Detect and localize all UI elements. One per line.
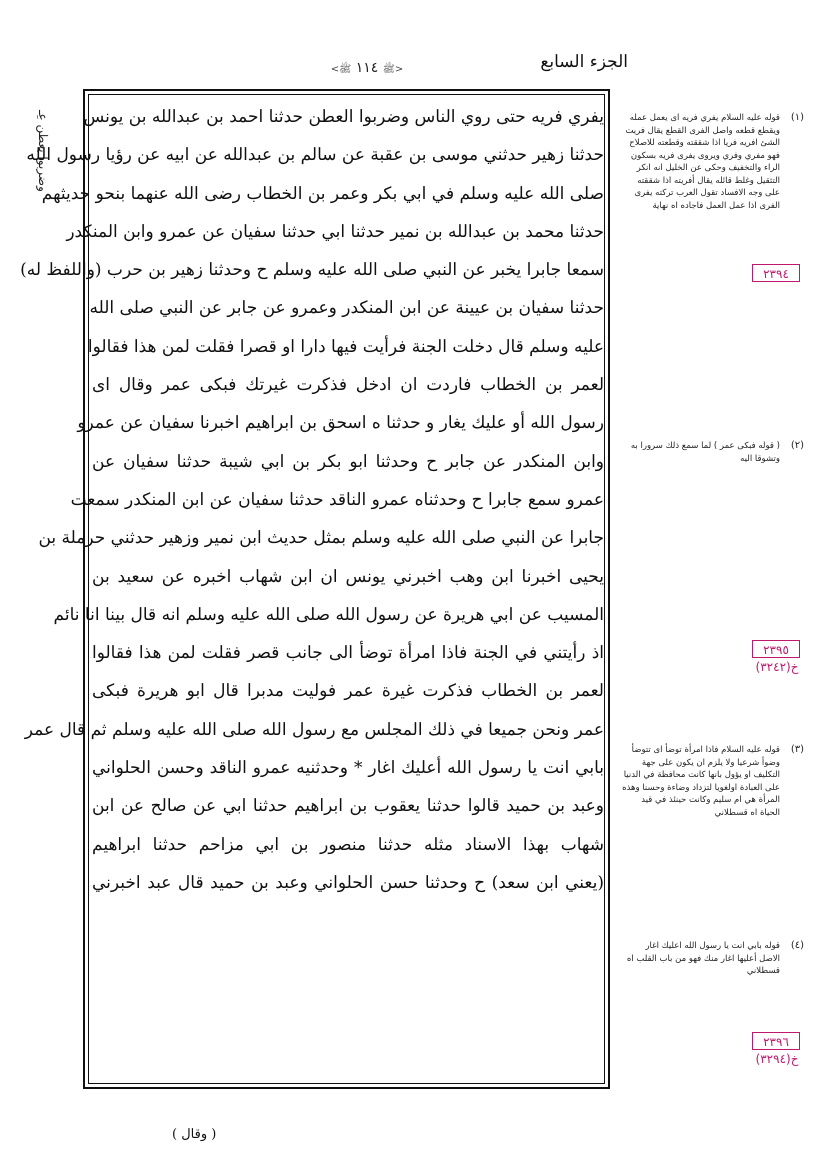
- hadith-number-box: ٢٣٩٤: [752, 264, 800, 282]
- ornament-right-icon: ﷺ>: [330, 64, 352, 75]
- text-line: عمر ونحن جميعا في ذلك المجلس مع رسول الله صلى الله عليه وسلم ثم قال عمر: [24, 719, 604, 740]
- text-line: رسول الله أو عليك يغار و حدثنا ه اسحق بن ابراهيم اخبرنا سفيان عن عمرو: [77, 413, 604, 434]
- text-line: يفري فريه حتى روي الناس وضربوا العطن حدثنا احمد بن عبدالله بن يونس: [83, 107, 604, 127]
- text-line: (يعني ابن سعد) ح وحدثنا حسن الحلواني وعبد بن حميد قال عبد اخبرني: [92, 872, 604, 893]
- footnote-1: [622, 112, 802, 212]
- footnote-number: (١): [790, 112, 804, 123]
- catchword: ( وقال ): [172, 1127, 217, 1142]
- text-line: سمعا جابرا يخبر عن النبي صلى الله عليه وسلم ح وحدثنا زهير بن حرب (واللفظ له): [20, 260, 604, 281]
- text-line: حدثنا محمد بن عبدالله بن نمير حدثنا ابي حدثنا سفيان عن عمرو وابن المنكدر: [66, 221, 604, 242]
- text-line: بابي انت يا رسول الله أعليك اغار * وحدثنيه عمرو الناقد وحسن الحلواني: [92, 758, 604, 779]
- text-line: شهاب بهذا الاسناد مثله حدثنا منصور بن ابي مزاحم حدثنا ابراهيم: [92, 834, 604, 855]
- text-line: حدثنا سفيان بن عيينة عن ابن المنكدر وعمرو عن جابر عن النبي صلى الله: [89, 298, 604, 319]
- margin-gloss: وضربوا بعطن عِـ: [36, 110, 50, 192]
- hadith-number-box: ٢٣٩٦: [752, 1032, 800, 1050]
- footnote-number: (٣): [790, 744, 804, 755]
- text-line: صلى الله عليه وسلم في ابي بكر وعمر بن الخطاب رضى الله عنهما بنحو حديثهم: [41, 183, 604, 204]
- text-line: يحيى اخبرنا ابن وهب اخبرني يونس ان ابن شهاب اخبره عن سعيد بن: [92, 566, 604, 587]
- footnote-3: [622, 744, 802, 819]
- hadith-cross-ref: خ(٣٢٩٤): [755, 1052, 799, 1066]
- hadith-number-box: ٢٣٩٥: [752, 640, 800, 658]
- text-line: عليه وسلم قال دخلت الجنة فرأيت فيها دارا او قصرا فقلت لمن هذا فقالوا: [87, 336, 604, 357]
- footnote-number: (٢): [790, 440, 804, 451]
- text-line: وعبد بن حميد قالوا حدثنا يعقوب بن ابراهيم حدثنا ابي عن صالح عن ابن: [92, 796, 604, 817]
- footnote-2: [622, 440, 802, 465]
- text-line: لعمر بن الخطاب فاردت ان ادخل فذكرت غيرتك فبكى عمر وقال اى: [92, 375, 604, 396]
- footnote-number: (٤): [790, 940, 804, 951]
- footnote-text: قوله عليه السلام فاذا امرأة توضأ اى تتوضأ وضوأ شرعيا ولا يلزم ان يكون على جهة التكليف او يؤول بانها كانت محافظة في الدنيا على العبادة اولغويا لتزداد وضاءة وحسنا وهذه المرأة هي ام سليم وكانت حينئذ في قيد الحياة اه قسطلاني: [622, 745, 780, 818]
- ornament-left-icon: <ﷺ: [382, 64, 404, 75]
- juz-title: الجزء السابع: [540, 52, 628, 72]
- hadith-cross-ref: خ(٣٢٤٢): [755, 660, 799, 674]
- text-line: حدثنا زهير حدثني موسى بن عقبة عن سالم بن عبدالله عن ابيه عن رؤيا رسول الله: [26, 145, 604, 166]
- page-number-header: [312, 60, 422, 77]
- footnote-text: قوله بابي انت يا رسول الله اعليك اغار الاصل أعليها اغار منك فهو من باب القلب اه قسطلاني: [626, 941, 780, 976]
- footnote-4: [622, 940, 802, 978]
- footnote-text: قوله عليه السلام يفري فريه اى يعمل عمله ويقطع قطعه واصل الفرى القطع يقال فريت الشئ افريه فريا اذا شققته وقطعته للاصلاح فهو مفري وفري ويروى يفرى فريه بسكون الراء والتخفيف وحكى عن الخليل انه انكر التثقيل وغلط قائله يقال أفريته اذا شققته على وجه الافساد تقول العرب تركته يفرى الفرى اذا عمل العمل فاجاده اه نهاية: [625, 113, 780, 211]
- text-line: عمرو سمع جابرا ح وحدثناه عمرو الناقد حدثنا سفيان عن ابن المنكدر سمعت: [70, 489, 604, 510]
- footnote-text: ( قوله فبكى عمر ) لما سمع ذلك سرورا به وتشوقا اليه: [630, 441, 780, 464]
- text-line: جابرا عن النبي صلى الله عليه وسلم بمثل حديث ابن نمير وزهير حدثني حرملة بن: [38, 528, 604, 549]
- text-line: المسيب عن ابي هريرة عن رسول الله صلى الله عليه وسلم انه قال بينا انا نائم: [53, 604, 604, 625]
- text-line: اذ رأيتني في الجنة فاذا امرأة توضأ الى جانب قصر فقلت لمن هذا فقالوا: [92, 643, 604, 664]
- text-line: وابن المنكدر عن جابر ح وحدثنا ابو بكر بن ابي شيبة حدثنا سفيان عن: [92, 451, 604, 472]
- page-number: ١١٤: [355, 60, 379, 76]
- text-line: لعمر بن الخطاب فذكرت غيرة عمر فوليت مدبرا قال ابو هريرة فبكى: [92, 681, 604, 702]
